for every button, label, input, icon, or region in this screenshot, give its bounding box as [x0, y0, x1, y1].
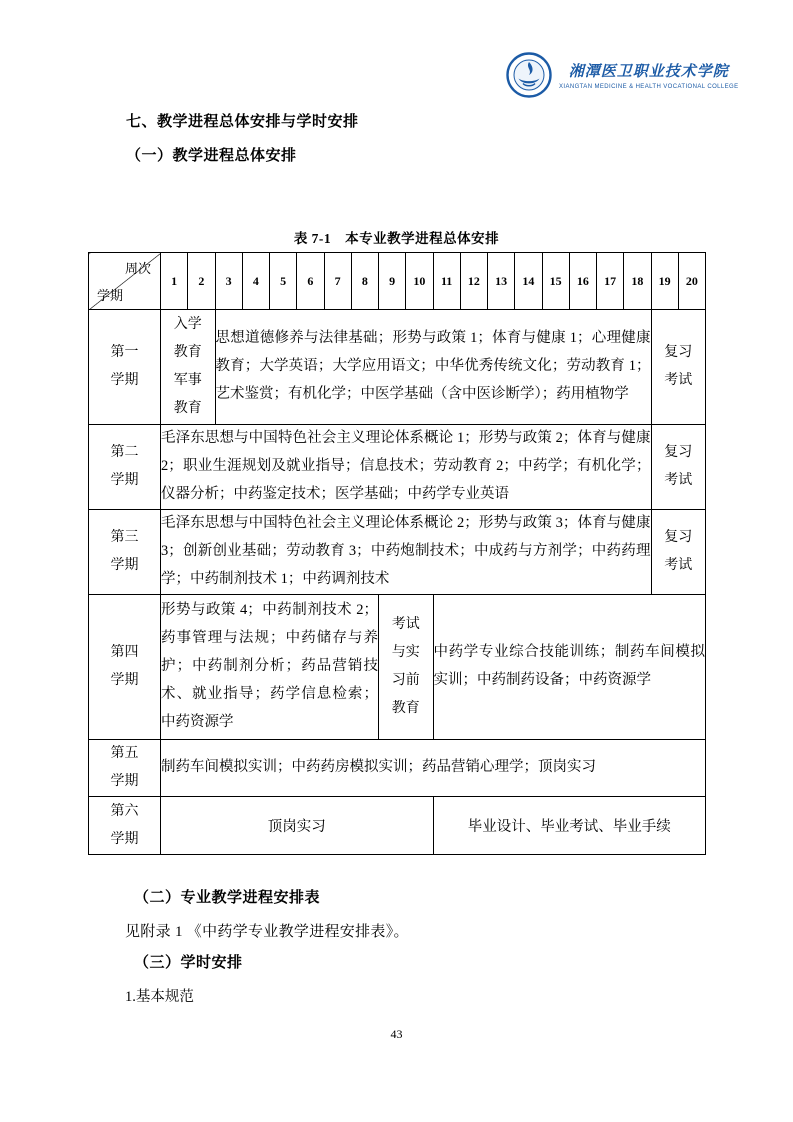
week-number: 19 — [651, 253, 678, 310]
week-number: 18 — [624, 253, 651, 310]
semester-label: 第六学期 — [89, 797, 161, 855]
semester-label: 第四学期 — [89, 595, 161, 740]
week-number: 17 — [597, 253, 624, 310]
week-number: 10 — [406, 253, 433, 310]
college-logo — [506, 52, 738, 98]
schedule-cell — [433, 595, 706, 740]
week-number: 2 — [188, 253, 215, 310]
college-name-cn: 湘潭医卫职业技术学院 — [568, 64, 729, 80]
week-number: 15 — [542, 253, 569, 310]
week-number: 3 — [215, 253, 242, 310]
college-logo-text — [559, 60, 738, 90]
college-name-en: XIANGTAN MEDICINE & HEALTH VOCATIONAL COLLEGE — [559, 84, 739, 90]
table-title: 表 7-1 本专业教学进程总体安排 — [293, 231, 500, 246]
week-number: 9 — [379, 253, 406, 310]
subsection-heading-2: （二）专业教学进程安排表 — [134, 889, 321, 906]
basic-norm-text: 1.基本规范 — [125, 989, 194, 1005]
course-list: 思想道德修养与法律基础；形势与政策 1；体育与健康 1；心理健康教育；大学英语；大学应用语文；中华优秀传统文化；劳动教育 1；艺术鉴赏；有机化学；中医学基础（含中医诊断学）；药用植物学 — [215, 330, 651, 402]
schedule-cell — [161, 797, 434, 855]
schedule-cell: 复习考试 — [651, 425, 706, 510]
week-number: 4 — [242, 253, 269, 310]
schedule-cell — [433, 797, 706, 855]
week-number: 20 — [678, 253, 705, 310]
week-number: 6 — [297, 253, 324, 310]
schedule-cell — [161, 425, 652, 510]
college-logo-icon — [506, 52, 552, 98]
course-list: 毛泽东思想与中国特色社会主义理论体系概论 1；形势与政策 2；体育与健康 2；职业生涯规划及就业指导；信息技术；劳动教育 2；中药学；有机化学；仪器分析；中药鉴定技术；医学基础；中药学专业英语 — [161, 430, 651, 502]
corner-cell — [89, 253, 161, 310]
schedule-cell — [161, 740, 706, 797]
semester-label: 第五学期 — [89, 740, 161, 797]
week-number: 16 — [569, 253, 596, 310]
course-list: 制药车间模拟实训；中药药房模拟实训；药品营销心理学；顶岗实习 — [161, 759, 596, 776]
week-number: 14 — [515, 253, 542, 310]
subsection-heading-1: （一）教学进程总体安排 — [126, 147, 297, 164]
course-list: 中药学专业综合技能训练；制药车间模拟实训；中药制药设备；中药资源学 — [433, 644, 705, 688]
schedule-cell: 复习考试 — [651, 510, 706, 595]
semester-label: 第一学期 — [89, 310, 161, 425]
week-number: 5 — [270, 253, 297, 310]
table-header-row — [89, 253, 706, 310]
course-list: 形势与政策 4；中药制剂技术 2；药事管理与法规；中药储存与养护；中药制剂分析；药品营销技术、就业指导；药学信息检索；中药资源学 — [161, 602, 378, 730]
schedule-cell: 考试与实习前教育 — [379, 595, 434, 740]
table-row-semester-1 — [89, 310, 706, 425]
schedule-cell: 复习考试 — [651, 310, 706, 425]
appendix-note: 见附录 1 《中药学专业教学进程安排表》。 — [125, 924, 409, 940]
table-row-semester-3 — [89, 510, 706, 595]
week-number: 8 — [351, 253, 378, 310]
teaching-schedule-table — [88, 252, 706, 855]
schedule-cell: 入学教育军事教育 — [161, 310, 216, 425]
week-number: 13 — [488, 253, 515, 310]
week-number: 12 — [460, 253, 487, 310]
schedule-cell — [161, 595, 379, 740]
week-number: 7 — [324, 253, 351, 310]
course-list: 顶岗实习 — [267, 819, 326, 835]
table-row-semester-4 — [89, 595, 706, 740]
semester-label: 第二学期 — [89, 425, 161, 510]
subsection-heading-3: （三）学时安排 — [134, 954, 243, 971]
corner-label-semester: 学期 — [97, 288, 124, 303]
table-row-semester-6 — [89, 797, 706, 855]
course-list: 毕业设计、毕业考试、毕业手续 — [467, 819, 671, 835]
section-heading: 七、教学进程总体安排与学时安排 — [126, 113, 359, 130]
semester-label: 第三学期 — [89, 510, 161, 595]
week-number: 1 — [161, 253, 188, 310]
week-number: 11 — [433, 253, 460, 310]
schedule-cell — [215, 310, 651, 425]
course-list: 毛泽东思想与中国特色社会主义理论体系概论 2；形势与政策 3；体育与健康 3；创新创业基础；劳动教育 3；中药炮制技术；中成药与方剂学；中药药理学；中药制剂技术 1；中药调剂技术 — [161, 515, 651, 587]
table-row-semester-5 — [89, 740, 706, 797]
page-number: 43 — [390, 1027, 403, 1041]
schedule-cell — [161, 510, 652, 595]
table-row-semester-2 — [89, 425, 706, 510]
corner-label-week: 周次 — [124, 261, 151, 276]
